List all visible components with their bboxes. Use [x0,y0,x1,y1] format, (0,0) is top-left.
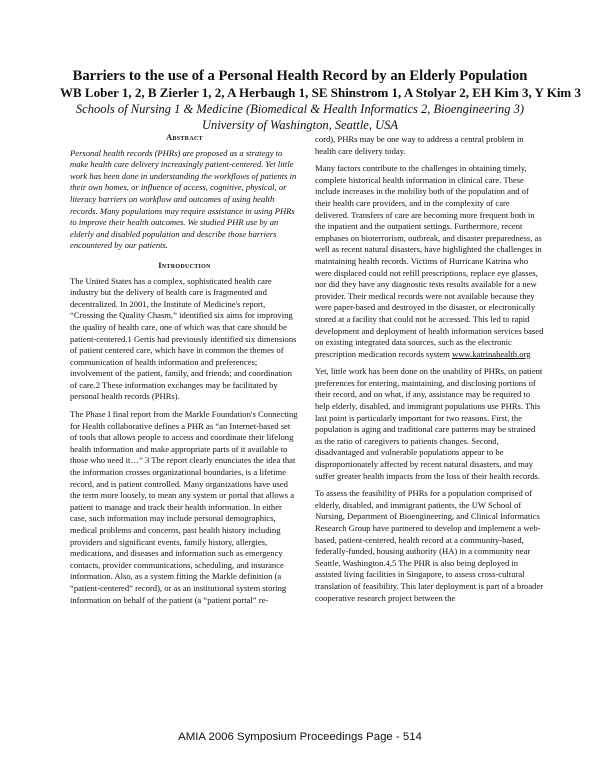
paper-header [60,68,582,133]
right-paragraph-2: Yet, little work has been done on the usability of PHRs, on patient preferences for entering, maintaining, and disclosing portions of their record, and on what, if any, assistance may be required to help elderly, disabled, and immigrant populations use PHRs. This last point is particularly important for two reasons. First, the population is aging and traditional care patterns may be strained as the ratio of caregivers to patients changes. Second, disadvantaged and vulnerable populations appear to be disproportionately affected by recent natural disasters, and may suffer greater health impacts from the loss of their health records. [315,366,543,481]
right-paragraph-1 [315,163,544,360]
right-paragraph-0: cord), PHRs may be one way to address a central problem in health care delivery today. [315,134,524,156]
abstract-text: Personal health records (PHRs) are proposed as a strategy to make health care delivery increasingly patient-centered. Yet little work has been done in understanding the workflows of patients in their own homes, or influence of access, cognitive, physical, or literacy barriers on workflow and outcomes of using health records. Many populations may require assistance in using PHRs to improve their health outcomes. We studied PHR use by an elderly and disabled population and describe those barriers encountered by our patients. [70,147,297,251]
affiliation-line-1: Schools of Nursing 1 & Medicine (Biomedical & Health Informatics 2, Bioengineering 3) [75,102,525,116]
page-footer: AMIA 2006 Symposium Proceedings Page - 514 [178,731,422,743]
affiliation-line-2: University of Washington, Seattle, USA [201,118,399,132]
intro-paragraph-1: The United States has a complex, sophisticated health care industry but the delivery of health care is fragmented and decentralized. In 2001, the Institute of Medicine's report, “Crossing the Quality Chasm,” identified six aims for improving the quality of health care, one of which was that care should be patient-centered.1 Gertis had previously identified six dimensions of patient centered care, which have in common the themes of communication of health information and preferences; involvement of the patient, family, and friends; and coordination of care.2 These information exchanges may be facilitated by personal health records (PHRs). [70,275,297,402]
right-paragraph-3: To assess the feasibility of PHRs for a population comprised of elderly, disabled, and immigrant patients, the UW School of Nursing, Department of Bioengineering, and Clinical Informatics Research Group have partnered to develop and implement a web-based, patient-centered, health record at a community-based, federally-funded, housing authority (HA) in a community near Seattle, Washington.4,5 The PHR is also being deployed in assisted living facilities in Singapore, to assess cross-cultural translation of feasibility. This later deployment is part of a broader cooperative research project between the [315,488,544,603]
introduction-heading: Introduction [158,260,211,270]
abstract-heading: Abstract [166,133,203,142]
katrina-health-link[interactable]: www.katrinahealth.org [452,348,531,359]
paper-title: Barriers to the use of a Personal Health Record by an Elderly Population [72,68,528,84]
author-list: WB Lober 1, 2, B Zierler 1, 2, A Herbaugh 1, SE Shinstrom 1, A Stolyar 2, EH Kim 3, Y Kim 3 [60,85,582,100]
left-column [70,132,299,612]
intro-paragraph-2: The Phase I final report from the Markle Foundation's Connecting for Health collaborative defines a PHR as “an Internet-based set of tools that allows people to access and coordinate their lifelong health information and make appropriate parts of it available to those who need it…” 3 The report clearly enunciates the idea that the information crosses organizational boundaries, is a lifetime record, and is patient controlled. Many organizations have used the term more loosely, to mean any system or portal that allows a patient to manage and track their health information. In either case, such information may include personal demographics, medical problems and concerns, past health history including providers and significant events, family history, allergies, medications, and diseases and information such as emergency contacts, provider communications, scheduling, and insurance information. Also, as a system fitting the Markle definition (a “patient-centered” record), or as an institutional system storing information on behalf of the patient (a “patient portal” re- [70,409,298,605]
right-column [315,134,544,610]
right-paragraph-1-text: Many factors contribute to the challenges in obtaining timely, complete historical health information in clinical care. These include increases in the mobility both of the population and of their health care providers, and in the complexity of care delivered. Transfers of care are becoming more frequent both in the inpatient and the outpatient settings. Furthermore, recent emphases on bioterrorism, outbreak, and disaster preparedness, as well as recent natural disasters, have highlighted the challenges in maintaining health records. Victims of Hurricane Katrina who were displaced could not refill prescriptions, replace eye glasses, nor did they have any diagnostic tests results available for a new provider. Their medical records were not available because they were paper-based and destroyed in the disaster, or electronically stored at a facility that could not be accessed. This led to rapid development and deployment of health information services based on existing integrated data sources, such as the electronic prescription medication records system [315,163,544,359]
